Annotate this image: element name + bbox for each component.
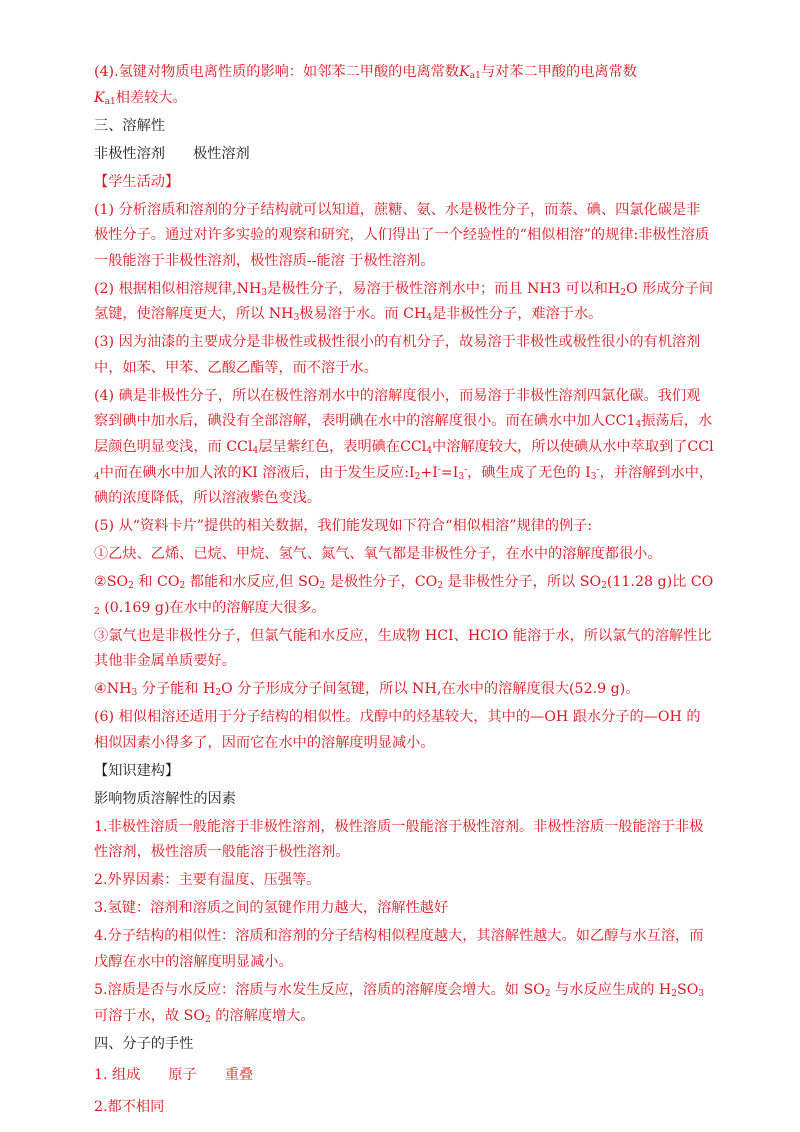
- activity-3: (3) 因为油漆的主要成分是非极性或极性很小的有机分子，故易溶于非极性或极性很小的有机溶剂中，如苯、甲苯、乙酸乙酯等，而不溶于水。: [94, 334, 701, 376]
- sub: 2: [319, 581, 326, 592]
- text: O 分子形成分子间氢键，所以 NH,在水中的溶解度很大(52.9 g)。: [221, 681, 640, 698]
- sub: 2: [414, 471, 421, 482]
- example-2: [94, 570, 714, 621]
- sub: 3: [698, 989, 705, 999]
- sup: -: [437, 464, 441, 475]
- sub: 2: [94, 606, 100, 617]
- text: 是极性分子，CO: [325, 574, 438, 591]
- sub: 3: [131, 688, 138, 699]
- activity-6: (6) 相似相溶还适用于分子结构的相似性。戊醇中的烃基较大，其中的—OH 跟水分子的—OH 的相似因素小得多了，因而它在水中的溶解度明显减小。: [94, 709, 701, 751]
- ka-symbol: K: [459, 64, 470, 80]
- text: (0.169 g)在水中的溶解度大很多。: [99, 599, 326, 616]
- text: 的溶解度增大。: [210, 1007, 315, 1024]
- knowledge-heading: 【知识建构】: [94, 762, 180, 779]
- knowledge-4: 4.分子结构的相似性：溶质和溶剂的分子结构相似程度越大，其溶解性越大。如乙醇与水互溶，而戊醇在水中的溶解度明显减小。: [94, 928, 704, 971]
- knowledge-subheading: 影响物质溶解性的因素: [94, 790, 236, 807]
- sub: 2: [437, 581, 444, 592]
- activity-2: [94, 277, 714, 328]
- example-1: ①乙炔、乙烯、已烷、甲烷、氢气、氮气、氧气都是非极性分子，在水中的溶解度都很小。: [94, 546, 662, 563]
- example-3: ③氯气也是非极性分子，但氯气能和水反应，生成物 HCI、HCIO 能溶于水，所以氯气的溶解性比其他非金属单质要好。: [94, 627, 712, 670]
- activity-5: (5) 从“资料卡片”提供的相关数据，我们能发现如下符合“相似相溶”规律的例子:: [94, 518, 593, 535]
- sub: 2: [128, 581, 134, 592]
- knowledge-3: 3.氢键：溶剂和溶质之间的氢键作用力越大，溶解性越好: [94, 900, 449, 917]
- sub: 3: [261, 287, 268, 298]
- text: 5.溶质是否与水反应：溶质与水发生反应，溶质的溶解度会增大。如 SO: [94, 982, 545, 998]
- text: +I: [420, 464, 438, 481]
- text: 与对苯二甲酸的电离常数: [480, 64, 637, 80]
- text: ④NH: [94, 681, 132, 698]
- heading-chirality: 四、分子的手性: [94, 1035, 194, 1052]
- sub: 2: [205, 1014, 211, 1025]
- text: SO: [677, 982, 699, 998]
- text: 极易溶于水。而 CH: [299, 306, 427, 323]
- text: (11.28 g)比 CO: [606, 574, 714, 591]
- text: 重叠: [224, 1067, 254, 1084]
- text: (4) 碘是非极性分子，所以在极性溶剂水中的溶解度很小，而易溶于非极性溶剂四氯化碳。我们观察到碘中加水后，碘没有全部溶解，表明碘在水中的溶解度很小。而在碘水中加人CC1: [94, 387, 701, 430]
- text: 1. 组成: [94, 1067, 141, 1084]
- solvent-types: [94, 142, 714, 168]
- sup: -: [464, 464, 468, 475]
- text: (2) 根据相似相溶规律,NH: [94, 280, 262, 297]
- document-page: [94, 60, 714, 1123]
- activity-4: [94, 384, 714, 512]
- sub: 4: [94, 471, 100, 482]
- sub: 3: [458, 471, 465, 482]
- text: 是极性分子，易溶于极性溶剂水中；而且 NH3 可以和H: [267, 280, 621, 297]
- text: 都能和水反应,但 SO: [185, 574, 320, 591]
- text: =I: [440, 464, 459, 481]
- text: 可溶于水，故 SO: [94, 1007, 205, 1024]
- text: 中溶解度较大，所以使碘从水中萃取到了CCl: [432, 439, 714, 456]
- sub: 2: [215, 688, 222, 699]
- h-bond-paragraph: [94, 60, 714, 111]
- sub: 4: [426, 446, 433, 457]
- sub: 2: [544, 989, 551, 999]
- text: 振荡后，水层颜色明显变浅，而 CCl: [94, 413, 713, 456]
- sub: 3: [293, 313, 300, 324]
- sub: 4: [635, 420, 642, 431]
- sup: -: [596, 464, 600, 475]
- text: 相差较大。: [115, 89, 187, 106]
- student-activity-heading: 【学生活动】: [94, 173, 180, 190]
- knowledge-1: 1.非极性溶质一般能溶于非极性溶剂，极性溶质一般能溶于极性溶剂。非极性溶质一般能溶于非极性溶剂，极性溶质一般能溶于极性溶剂。: [94, 818, 704, 861]
- sub: 2: [179, 581, 186, 592]
- ka-subscript: a1: [104, 96, 116, 107]
- ka-symbol: K: [94, 89, 105, 106]
- sub: 2: [601, 581, 607, 592]
- knowledge-5: [94, 978, 714, 1029]
- heading-solubility: 三、溶解性: [94, 117, 165, 134]
- activity-1: (1) 分析溶质和溶剂的分子结构就可以知道，蔗糖、氨、水是极性分子，而萘、碘、四氯化碳是非极性分子。通过对许多实验的观察和研究，人们得出了一个经验性的“相似相溶”的规律:非极性溶质一般能溶于非极性溶剂，极性溶质--能溶 于极性溶剂。: [94, 201, 710, 269]
- polar-solvent: 极性溶剂: [192, 145, 250, 162]
- text: O 形成分子间氢键，使溶解度更大，所以 NH: [94, 280, 714, 323]
- text: ，并溶解到水中，碘的浓度降低，所以溶液紫色变浅。: [94, 464, 714, 507]
- knowledge-2: 2.外界因素：主要有温度、压强等。: [94, 872, 321, 889]
- chirality-1: [94, 1063, 714, 1089]
- text: 与水反应生成的 H: [550, 982, 672, 998]
- text: ②SO: [94, 574, 129, 591]
- text: 原子: [168, 1067, 197, 1084]
- text: 分子能和 H: [137, 681, 216, 698]
- text: (4).氢键对物质电离性质的影响：如邻苯二甲酸的电离常数: [94, 64, 460, 80]
- sub: 4: [426, 313, 433, 324]
- ka-subscript: a1: [469, 71, 481, 81]
- text: ，碘生成了无色的 I: [467, 464, 591, 481]
- sub: 3: [590, 471, 597, 482]
- sub: 4: [252, 446, 259, 457]
- sub: 2: [671, 989, 678, 999]
- text: 是非极性分子，所以 SO: [443, 574, 602, 591]
- text: 是非极性分子，难溶于水。: [432, 306, 603, 323]
- chirality-2: 2.都不相同: [94, 1098, 165, 1115]
- nonpolar-solvent: 非极性溶剂: [94, 145, 165, 162]
- example-4: [94, 677, 714, 703]
- text: 和 CO: [133, 574, 180, 591]
- sub: 2: [620, 287, 627, 298]
- text: 中而在碘水中加人浓的KI 溶液后，由于发生反应:I: [99, 464, 415, 481]
- text: 层呈紫红色，表明碘在CCl: [258, 439, 427, 456]
